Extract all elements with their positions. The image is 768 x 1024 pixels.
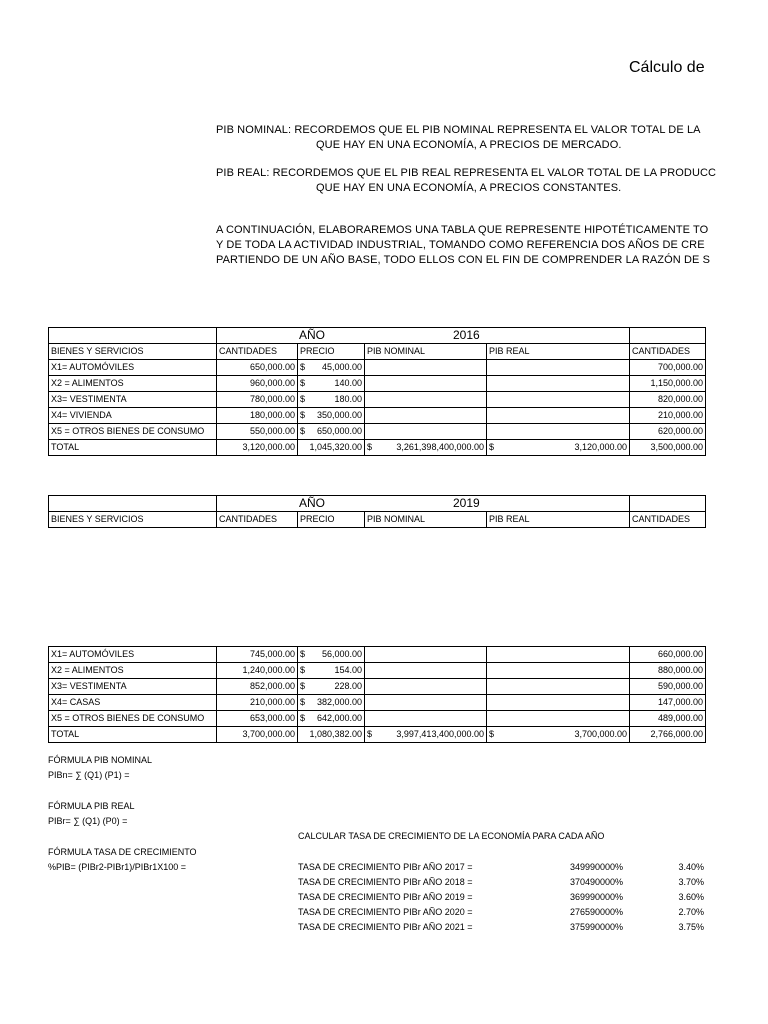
table-header-row: [49, 512, 706, 528]
quantity: 1,240,000.00: [217, 663, 298, 678]
price: [298, 679, 365, 694]
table-row: [49, 392, 706, 408]
intro-line1: A CONTINUACIÓN, ELABORAREMOS UNA TABLA QUE REPRESENTE HIPOTÉTICAMENTE TO: [216, 224, 709, 236]
total-quantity: 3,120,000.00: [217, 440, 298, 455]
currency-symbol: $: [367, 729, 373, 739]
total-pib-real: [487, 727, 630, 742]
currency-symbol: $: [300, 697, 306, 707]
item-name: X5 = OTROS BIENES DE CONSUMO: [49, 424, 217, 439]
table-cell: [217, 328, 298, 343]
price-value: 154.00: [334, 665, 362, 675]
table-2019-header: [48, 495, 706, 528]
pib-real: [487, 408, 630, 423]
quantity-next: 700,000.00: [630, 360, 706, 375]
table-cell: [487, 328, 630, 343]
pib-nominal: [365, 360, 487, 375]
table-header-row: [49, 344, 706, 360]
price-value: 642,000.00: [316, 713, 362, 723]
price: [298, 695, 365, 710]
header-cell: PIB REAL: [487, 344, 630, 359]
growth-value: 370490000%: [570, 877, 624, 887]
currency-symbol: $: [300, 665, 306, 675]
formula-real-title: FÓRMULA PIB REAL: [48, 801, 135, 811]
pib-nominal: [365, 647, 487, 662]
formula-nominal: PIBn= ∑ (Q1) (P1) =: [48, 770, 130, 780]
total-pib-nominal-value: 3,261,398,400,000.00: [396, 442, 484, 452]
header-cell: CANTIDADES: [217, 512, 298, 527]
header-cell: BIENES Y SERVICIOS: [49, 344, 217, 359]
growth-label: TASA DE CRECIMIENTO PIBr AÑO 2019 =: [298, 892, 473, 902]
total-quantity-next: 3,500,000.00: [630, 440, 706, 455]
quantity: 650,000.00: [217, 360, 298, 375]
page-title: Cálculo de: [629, 59, 705, 76]
growth-percent: 3.60%: [678, 892, 704, 902]
quantity: 780,000.00: [217, 392, 298, 407]
currency-symbol: $: [300, 378, 306, 388]
currency-symbol: $: [300, 713, 306, 723]
currency-symbol: $: [300, 426, 306, 436]
growth-value: 276590000%: [570, 907, 624, 917]
header-cell: BIENES Y SERVICIOS: [49, 512, 217, 527]
table-year-row: [49, 328, 706, 344]
table-year-row: [49, 496, 706, 512]
total-label: TOTAL: [49, 440, 217, 455]
growth-heading: CALCULAR TASA DE CRECIMIENTO DE LA ECONOMÍA PARA CADA AÑO: [298, 831, 605, 841]
item-name: X2 = ALIMENTOS: [49, 376, 217, 391]
formula-growth: %PIB= (PIBr2-PIBr1)/PIBr1X100 =: [48, 862, 187, 872]
table-row: [49, 376, 706, 392]
pib-real-line2: QUE HAY EN UNA ECONOMÍA, A PRECIOS CONSTANTES.: [316, 182, 622, 194]
currency-symbol: $: [300, 649, 306, 659]
quantity: 653,000.00: [217, 711, 298, 726]
table-cell: [630, 328, 706, 343]
formula-growth-title: FÓRMULA TASA DE CRECIMIENTO: [48, 847, 197, 857]
currency-symbol: $: [300, 410, 306, 420]
item-name: X4= VIVIENDA: [49, 408, 217, 423]
table-row: [49, 711, 706, 727]
quantity: 852,000.00: [217, 679, 298, 694]
growth-percent: 2.70%: [678, 907, 704, 917]
formula-nominal-title: FÓRMULA PIB NOMINAL: [48, 755, 153, 765]
growth-label: TASA DE CRECIMIENTO PIBr AÑO 2021 =: [298, 922, 473, 932]
item-name: X5 = OTROS BIENES DE CONSUMO: [49, 711, 217, 726]
quantity-next: 1,150,000.00: [630, 376, 706, 391]
header-cell: CANTIDADES: [217, 344, 298, 359]
item-name: X3= VESTIMENTA: [49, 679, 217, 694]
price-value: 228.00: [334, 681, 362, 691]
pib-nominal-line2: QUE HAY EN UNA ECONOMÍA, A PRECIOS DE MERCADO.: [316, 139, 622, 151]
growth-value: 375990000%: [570, 922, 624, 932]
pib-real: [487, 695, 630, 710]
quantity-next: 210,000.00: [630, 408, 706, 423]
currency-symbol: $: [300, 394, 306, 404]
growth-label: TASA DE CRECIMIENTO PIBr AÑO 2017 =: [298, 862, 473, 872]
quantity-next: 880,000.00: [630, 663, 706, 678]
quantity-next: 820,000.00: [630, 392, 706, 407]
pib-real: [487, 424, 630, 439]
table-row: [49, 647, 706, 663]
price: [298, 711, 365, 726]
pib-real: [487, 392, 630, 407]
growth-percent: 3.40%: [678, 862, 704, 872]
table-total-row: [49, 440, 706, 456]
price: [298, 360, 365, 375]
growth-percent: 3.70%: [678, 877, 704, 887]
price-value: 382,000.00: [316, 697, 362, 707]
price: [298, 408, 365, 423]
year-value: 2019: [453, 496, 480, 510]
table-row: [49, 679, 706, 695]
item-name: X2 = ALIMENTOS: [49, 663, 217, 678]
total-pib-nominal: [365, 440, 487, 455]
quantity-next: 590,000.00: [630, 679, 706, 694]
currency-symbol: $: [489, 442, 495, 452]
quantity-next: 620,000.00: [630, 424, 706, 439]
header-cell: PRECIO: [298, 512, 365, 527]
pib-nominal-line1: PIB NOMINAL: RECORDEMOS QUE EL PIB NOMINAL REPRESENTA EL VALOR TOTAL DE LA: [216, 124, 701, 136]
header-cell: PIB NOMINAL: [365, 344, 487, 359]
total-pib-real-value: 3,120,000.00: [574, 442, 627, 452]
total-price: 1,080,382.00: [298, 727, 365, 742]
table-cell: [49, 496, 217, 511]
pib-nominal: [365, 376, 487, 391]
pib-nominal: [365, 663, 487, 678]
header-cell: PRECIO: [298, 344, 365, 359]
pib-real: [487, 679, 630, 694]
table-row: [49, 663, 706, 679]
table-cell: [630, 496, 706, 511]
quantity: 210,000.00: [217, 695, 298, 710]
pib-real: [487, 663, 630, 678]
price: [298, 663, 365, 678]
table-2016: [48, 327, 706, 456]
quantity-next: 489,000.00: [630, 711, 706, 726]
total-pib-real: [487, 440, 630, 455]
year-label: AÑO: [299, 496, 326, 510]
header-cell: CANTIDADES: [630, 512, 706, 527]
pib-nominal: [365, 392, 487, 407]
growth-percent: 3.75%: [678, 922, 704, 932]
currency-symbol: $: [489, 729, 495, 739]
table-cell: [49, 328, 217, 343]
table-row: [49, 424, 706, 440]
quantity: 745,000.00: [217, 647, 298, 662]
pib-nominal: [365, 424, 487, 439]
total-quantity-next: 2,766,000.00: [630, 727, 706, 742]
item-name: X1= AUTOMÓVILES: [49, 360, 217, 375]
price: [298, 424, 365, 439]
pib-real-line1: PIB REAL: RECORDEMOS QUE EL PIB REAL REPRESENTA EL VALOR TOTAL DE LA PRODUCC: [216, 167, 717, 179]
price-value: 140.00: [334, 378, 362, 388]
intro-line2: Y DE TODA LA ACTIVIDAD INDUSTRIAL, TOMANDO COMO REFERENCIA DOS AÑOS DE CRE: [216, 239, 705, 251]
item-name: X4= CASAS: [49, 695, 217, 710]
header-cell: PIB REAL: [487, 512, 630, 527]
year-label: AÑO: [299, 328, 326, 342]
table-row: [49, 408, 706, 424]
intro-line3: PARTIENDO DE UN AÑO BASE, TODO ELLOS CON EL FIN DE COMPRENDER LA RAZÓN DE S: [216, 254, 711, 266]
formula-real: PIBr= ∑ (Q1) (P0) =: [48, 816, 128, 826]
growth-value: 349990000%: [570, 862, 624, 872]
pib-nominal: [365, 711, 487, 726]
price-value: 180.00: [334, 394, 362, 404]
header-cell: PIB NOMINAL: [365, 512, 487, 527]
total-quantity: 3,700,000.00: [217, 727, 298, 742]
price: [298, 392, 365, 407]
pib-real: [487, 711, 630, 726]
pib-nominal: [365, 408, 487, 423]
growth-value: 369990000%: [570, 892, 624, 902]
item-name: X1= AUTOMÓVILES: [49, 647, 217, 662]
table-cell: [487, 496, 630, 511]
growth-label: TASA DE CRECIMIENTO PIBr AÑO 2020 =: [298, 907, 473, 917]
currency-symbol: $: [300, 681, 306, 691]
table-row: [49, 695, 706, 711]
pib-nominal: [365, 695, 487, 710]
quantity: 960,000.00: [217, 376, 298, 391]
quantity: 180,000.00: [217, 408, 298, 423]
pib-real: [487, 360, 630, 375]
quantity: 550,000.00: [217, 424, 298, 439]
table-row: [49, 360, 706, 376]
growth-label: TASA DE CRECIMIENTO PIBr AÑO 2018 =: [298, 877, 473, 887]
year-value: 2016: [453, 328, 480, 342]
quantity-next: 660,000.00: [630, 647, 706, 662]
price: [298, 376, 365, 391]
total-pib-nominal-value: 3,997,413,400,000.00: [396, 729, 484, 739]
table-2019-rows: [48, 646, 706, 743]
price-value: 350,000.00: [316, 410, 362, 420]
total-pib-real-value: 3,700,000.00: [574, 729, 627, 739]
pib-real: [487, 647, 630, 662]
total-pib-nominal: [365, 727, 487, 742]
price-value: 45,000.00: [321, 362, 362, 372]
price-value: 650,000.00: [316, 426, 362, 436]
total-price: 1,045,320.00: [298, 440, 365, 455]
total-label: TOTAL: [49, 727, 217, 742]
pib-real: [487, 376, 630, 391]
pib-nominal: [365, 679, 487, 694]
header-cell: CANTIDADES: [630, 344, 706, 359]
table-total-row: [49, 727, 706, 743]
item-name: X3= VESTIMENTA: [49, 392, 217, 407]
currency-symbol: $: [367, 442, 373, 452]
price: [298, 647, 365, 662]
price-value: 56,000.00: [321, 649, 362, 659]
currency-symbol: $: [300, 362, 306, 372]
quantity-next: 147,000.00: [630, 695, 706, 710]
